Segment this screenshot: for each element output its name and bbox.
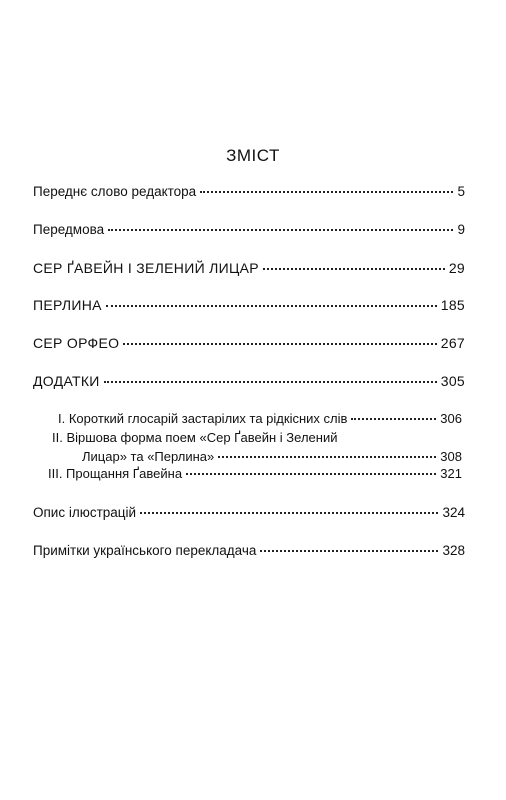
- toc-entry: [33, 335, 465, 351]
- dot-leader: [200, 191, 453, 193]
- toc-subentry: [82, 449, 462, 465]
- toc-entry-page: 29: [448, 260, 465, 276]
- dot-leader: [140, 512, 438, 514]
- dot-leader: [123, 343, 436, 345]
- toc-entry: [33, 505, 465, 521]
- dot-leader: [260, 550, 438, 552]
- toc-entry: [33, 184, 465, 200]
- toc-entry-label: Передмова: [33, 222, 105, 237]
- dot-leader: [218, 456, 436, 458]
- toc-entry-label: СЕР ҐАВЕЙН І ЗЕЛЕНИЙ ЛИЦАР: [33, 260, 259, 276]
- toc-entry: [33, 373, 465, 389]
- toc-subentry-page: 306: [440, 411, 462, 426]
- toc-entry: [33, 297, 465, 313]
- toc-subentry-page: 321: [440, 466, 462, 481]
- toc-entry-label: ДОДАТКИ: [33, 373, 100, 389]
- dot-leader: [186, 473, 436, 475]
- toc-subentry-page: 308: [440, 449, 462, 464]
- toc-subentry: [48, 466, 462, 482]
- toc-subentry-label: III. Прощання Ґавейна: [48, 466, 183, 481]
- toc-entry-label: Опис ілюстрацій: [33, 505, 137, 520]
- toc-subentry-label: I. Короткий глосарій застарілих та рідкісних слів: [58, 411, 348, 426]
- toc-entry-label: Переднє слово редактора: [33, 184, 197, 199]
- toc-entry-page: 267: [440, 335, 465, 351]
- page-title: ЗМІСТ: [226, 146, 280, 165]
- toc-entry-page: 305: [440, 373, 465, 389]
- toc-subentry-label: Лицар» та «Перлина»: [82, 449, 215, 464]
- toc-entry-page: 185: [440, 297, 465, 313]
- dot-leader: [263, 268, 445, 270]
- toc-entry: [33, 543, 465, 559]
- toc-entry-page: 328: [442, 543, 465, 558]
- dot-leader: [106, 305, 437, 307]
- dot-leader: [351, 418, 436, 420]
- toc-entry-page: 324: [442, 505, 465, 520]
- toc-entry-label: СЕР ОРФЕО: [33, 335, 120, 351]
- toc-entry: [33, 260, 465, 276]
- toc-entry-page: 5: [457, 184, 465, 199]
- toc-entry-label: ПЕРЛИНА: [33, 297, 102, 313]
- toc-subentry-label-line1: II. Віршова форма поем «Сер Ґавейн і Зелений: [52, 430, 338, 445]
- dot-leader: [104, 381, 437, 383]
- toc-entry-page: 9: [457, 222, 465, 237]
- dot-leader: [108, 229, 453, 231]
- toc-entry-label: Примітки українського перекладача: [33, 543, 257, 558]
- toc-entry: [33, 222, 465, 238]
- toc-subentry: [58, 411, 462, 427]
